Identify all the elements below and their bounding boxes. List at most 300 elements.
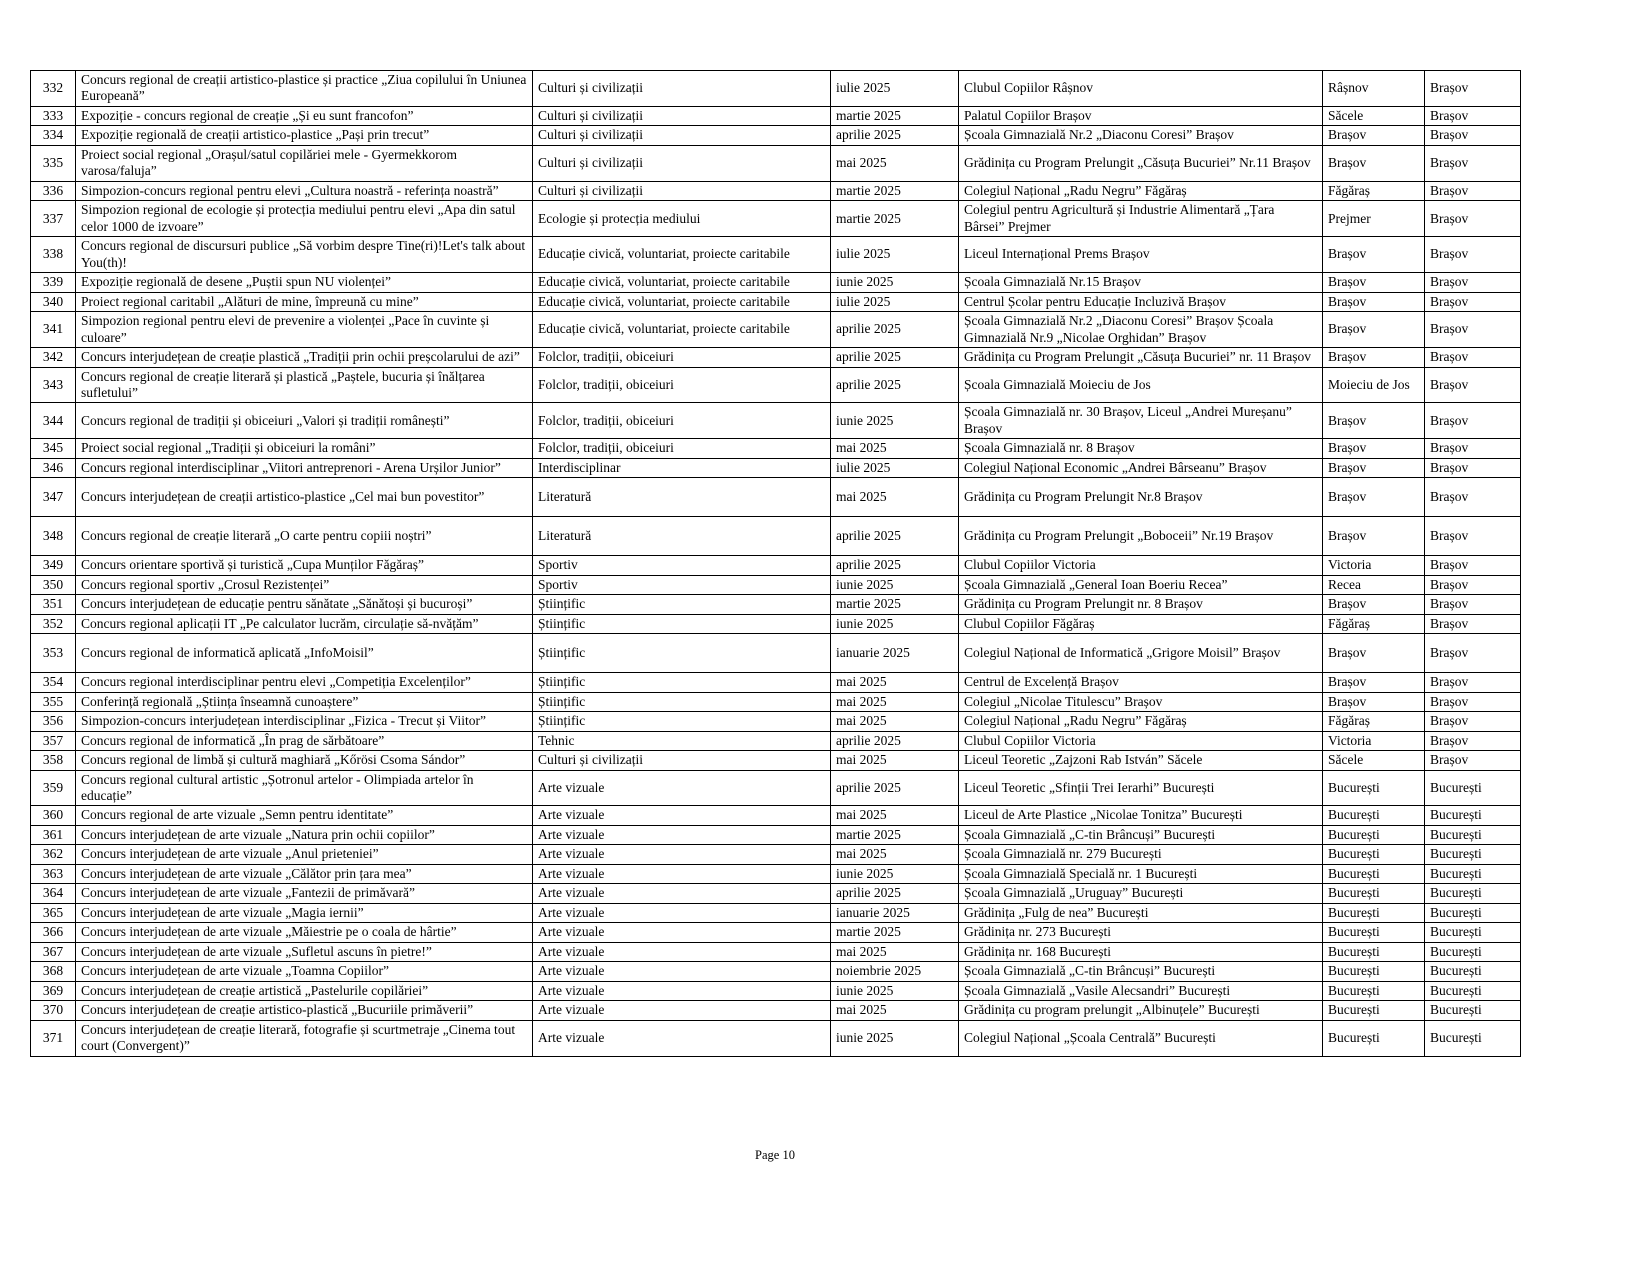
cell-name: Concurs interjudețean de educație pentru sănătate „Sănătoși și bucuroși” [76,595,533,614]
cell-nr: 362 [31,845,76,864]
cell-date: martie 2025 [831,181,959,200]
cell-domain: Culturi și civilizații [533,106,831,125]
cell-organizer: Școala Gimnazială Nr.2 „Diaconu Coresi” Brașov [959,126,1323,145]
cell-county: Brașov [1425,731,1521,750]
cell-domain: Arte vizuale [533,864,831,883]
cell-organizer: Școala Gimnazială Specială nr. 1 București [959,864,1323,883]
cell-county: București [1425,806,1521,825]
cell-county: Brașov [1425,517,1521,556]
cell-organizer: Grădinița nr. 168 București [959,942,1323,961]
cell-county: București [1425,825,1521,844]
cell-date: mai 2025 [831,806,959,825]
cell-name: Expoziție - concurs regional de creație „Și eu sunt francofon” [76,106,533,125]
table-row [31,751,1521,770]
cell-locality: București [1323,770,1425,806]
cell-name: Concurs regional cultural artistic „Șotronul artelor - Olimpiada artelor în educație” [76,770,533,806]
cell-county: Brașov [1425,237,1521,273]
cell-nr: 333 [31,106,76,125]
table-row [31,634,1521,673]
cell-date: martie 2025 [831,825,959,844]
cell-nr: 352 [31,614,76,633]
cell-nr: 346 [31,458,76,477]
cell-domain: Arte vizuale [533,942,831,961]
cell-domain: Folclor, tradiții, obiceiuri [533,403,831,439]
cell-nr: 356 [31,712,76,731]
cell-name: Concurs regional de creații artistico-plastice și practice „Ziua copilului în Uniunea Europeană” [76,71,533,107]
cell-date: martie 2025 [831,201,959,237]
cell-organizer: Liceul de Arte Plastice „Nicolae Tonitza” București [959,806,1323,825]
cell-nr: 350 [31,575,76,594]
cell-county: Brașov [1425,556,1521,575]
cell-county: Brașov [1425,181,1521,200]
cell-date: ianuarie 2025 [831,634,959,673]
cell-name: Concurs regional interdisciplinar „Viitori antreprenori - Arena Urșilor Junior” [76,458,533,477]
cell-county: Brașov [1425,106,1521,125]
table-row [31,923,1521,942]
cell-locality: Brașov [1323,126,1425,145]
cell-locality: Prejmer [1323,201,1425,237]
cell-domain: Folclor, tradiții, obiceiuri [533,367,831,403]
cell-date: iunie 2025 [831,864,959,883]
cell-nr: 342 [31,348,76,367]
cell-organizer: Școala Gimnazială „Uruguay” București [959,884,1323,903]
cell-organizer: Colegiul Național „Școala Centrală” București [959,1020,1323,1056]
cell-county: Brașov [1425,126,1521,145]
cell-name: Concurs regional de informatică „În prag de sărbătoare” [76,731,533,750]
cell-county: București [1425,845,1521,864]
table-row [31,556,1521,575]
cell-date: iunie 2025 [831,614,959,633]
cell-domain: Sportiv [533,575,831,594]
cell-name: Concurs regional de arte vizuale „Semn pentru identitate” [76,806,533,825]
cell-nr: 347 [31,478,76,517]
cell-county: Brașov [1425,201,1521,237]
cell-name: Concurs interjudețean de creație literară, fotografie și scurtmetraje „Cinema tout court (Convergent)” [76,1020,533,1056]
cell-nr: 369 [31,981,76,1000]
cell-date: aprilie 2025 [831,312,959,348]
cell-name: Proiect social regional „Tradiții și obiceiuri la români” [76,439,533,458]
cell-organizer: Școala Gimnazială Nr.15 Brașov [959,273,1323,292]
cell-locality: București [1323,903,1425,922]
cell-date: aprilie 2025 [831,517,959,556]
cell-name: Proiect social regional „Orașul/satul copilăriei mele - Gyermekkorom varosa/faluja” [76,145,533,181]
cell-organizer: Clubul Copiilor Victoria [959,556,1323,575]
cell-name: Concurs interjudețean de creații artistico-plastice „Cel mai bun povestitor” [76,478,533,517]
table-row [31,181,1521,200]
cell-nr: 366 [31,923,76,942]
cell-county: Brașov [1425,751,1521,770]
cell-nr: 344 [31,403,76,439]
table-row [31,825,1521,844]
cell-organizer: Școala Gimnazială „C-tin Brâncuși” București [959,962,1323,981]
cell-name: Concurs regional de creație literară „O carte pentru copiii noștri” [76,517,533,556]
cell-date: mai 2025 [831,751,959,770]
cell-name: Concurs orientare sportivă și turistică „Cupa Munților Făgăraș” [76,556,533,575]
cell-county: Brașov [1425,348,1521,367]
cell-domain: Științific [533,692,831,711]
cell-name: Concurs regional de limbă și cultură maghiară „Kőrösi Csoma Sándor” [76,751,533,770]
table-row [31,237,1521,273]
cell-domain: Educație civică, voluntariat, proiecte caritabile [533,237,831,273]
table-row [31,864,1521,883]
cell-nr: 341 [31,312,76,348]
cell-name: Expoziție regională de creații artistico-plastice „Pași prin trecut” [76,126,533,145]
cell-nr: 336 [31,181,76,200]
cell-organizer: Școala Gimnazială nr. 279 București [959,845,1323,864]
cell-nr: 360 [31,806,76,825]
cell-nr: 359 [31,770,76,806]
table-row [31,71,1521,107]
cell-locality: Victoria [1323,556,1425,575]
cell-date: noiembrie 2025 [831,962,959,981]
cell-date: aprilie 2025 [831,770,959,806]
cell-nr: 334 [31,126,76,145]
cell-name: Concurs interjudețean de arte vizuale „Toamna Copiilor” [76,962,533,981]
cell-organizer: Școala Gimnazială „C-tin Brâncuși” București [959,825,1323,844]
cell-date: mai 2025 [831,942,959,961]
table-row [31,517,1521,556]
cell-date: iunie 2025 [831,403,959,439]
cell-county: București [1425,962,1521,981]
cell-county: Brașov [1425,367,1521,403]
table-row [31,770,1521,806]
cell-locality: București [1323,864,1425,883]
cell-organizer: Școala Gimnazială Moieciu de Jos [959,367,1323,403]
cell-county: Brașov [1425,712,1521,731]
cell-domain: Culturi și civilizații [533,71,831,107]
cell-name: Concurs interjudețean de creație plastică „Tradiții prin ochii preșcolarului de azi” [76,348,533,367]
cell-county: Brașov [1425,478,1521,517]
cell-organizer: Grădinița „Fulg de nea” București [959,903,1323,922]
cell-nr: 332 [31,71,76,107]
cell-nr: 351 [31,595,76,614]
cell-organizer: Grădinița cu Program Prelungit „Căsuța Bucuriei” nr. 11 Brașov [959,348,1323,367]
cell-locality: Făgăraș [1323,181,1425,200]
cell-domain: Științific [533,712,831,731]
cell-domain: Arte vizuale [533,981,831,1000]
cell-domain: Științific [533,634,831,673]
cell-organizer: Liceul Internațional Prems Brașov [959,237,1323,273]
cell-organizer: Clubul Copiilor Făgăraș [959,614,1323,633]
table-row [31,712,1521,731]
cell-domain: Literatură [533,478,831,517]
competitions-table-body [31,71,1521,1057]
cell-nr: 355 [31,692,76,711]
cell-county: Brașov [1425,692,1521,711]
cell-domain: Arte vizuale [533,884,831,903]
cell-date: mai 2025 [831,145,959,181]
cell-locality: Făgăraș [1323,712,1425,731]
cell-nr: 340 [31,292,76,311]
cell-nr: 345 [31,439,76,458]
cell-locality: București [1323,981,1425,1000]
cell-date: aprilie 2025 [831,556,959,575]
table-row [31,403,1521,439]
cell-locality: Săcele [1323,751,1425,770]
cell-date: mai 2025 [831,439,959,458]
cell-locality: Brașov [1323,145,1425,181]
cell-domain: Educație civică, voluntariat, proiecte caritabile [533,273,831,292]
cell-nr: 365 [31,903,76,922]
cell-date: iunie 2025 [831,273,959,292]
cell-name: Concurs regional interdisciplinar pentru elevi „Competiția Excelenților” [76,673,533,692]
cell-domain: Interdisciplinar [533,458,831,477]
cell-organizer: Colegiul pentru Agricultură și Industrie Alimentară „Țara Bârsei” Prejmer [959,201,1323,237]
cell-organizer: Grădinița cu Program Prelungit „Boboceii” Nr.19 Brașov [959,517,1323,556]
table-row [31,575,1521,594]
table-row [31,273,1521,292]
cell-locality: Brașov [1323,517,1425,556]
cell-domain: Sportiv [533,556,831,575]
table-row [31,595,1521,614]
cell-organizer: Școala Gimnazială nr. 8 Brașov [959,439,1323,458]
cell-domain: Culturi și civilizații [533,181,831,200]
table-row [31,942,1521,961]
cell-nr: 339 [31,273,76,292]
cell-nr: 361 [31,825,76,844]
cell-domain: Arte vizuale [533,1020,831,1056]
table-row [31,981,1521,1000]
cell-locality: Brașov [1323,634,1425,673]
cell-organizer: Școala Gimnazială „General Ioan Boeriu Recea” [959,575,1323,594]
cell-name: Proiect regional caritabil „Alături de mine, împreună cu mine” [76,292,533,311]
cell-county: Brașov [1425,403,1521,439]
cell-domain: Științific [533,614,831,633]
cell-name: Simpozion-concurs regional pentru elevi „Cultura noastră - referința noastră” [76,181,533,200]
cell-county: Brașov [1425,292,1521,311]
cell-domain: Tehnic [533,731,831,750]
cell-county: Brașov [1425,312,1521,348]
cell-date: iunie 2025 [831,981,959,1000]
cell-name: Concurs regional aplicații IT „Pe calculator lucrăm, circulație să-nvățăm” [76,614,533,633]
cell-locality: Moieciu de Jos [1323,367,1425,403]
table-row [31,806,1521,825]
cell-nr: 367 [31,942,76,961]
cell-name: Concurs interjudețean de arte vizuale „Sufletul ascuns în pietre!” [76,942,533,961]
cell-domain: Educație civică, voluntariat, proiecte caritabile [533,292,831,311]
cell-nr: 363 [31,864,76,883]
cell-domain: Arte vizuale [533,923,831,942]
cell-organizer: Grădinița cu program prelungit „Albinuțele” București [959,1001,1323,1020]
page-footer: Page 10 [755,1148,795,1162]
cell-county: Brașov [1425,439,1521,458]
cell-locality: Râșnov [1323,71,1425,107]
cell-county: Brașov [1425,145,1521,181]
cell-county: București [1425,770,1521,806]
table-row [31,458,1521,477]
cell-date: iulie 2025 [831,292,959,311]
cell-county: Brașov [1425,575,1521,594]
cell-nr: 364 [31,884,76,903]
cell-domain: Științific [533,673,831,692]
cell-locality: Brașov [1323,348,1425,367]
table-row [31,201,1521,237]
table-row [31,312,1521,348]
cell-name: Simpozion-concurs interjudețean interdisciplinar „Fizica - Trecut și Viitor” [76,712,533,731]
cell-nr: 348 [31,517,76,556]
cell-county: Brașov [1425,614,1521,633]
cell-domain: Arte vizuale [533,1001,831,1020]
table-row [31,962,1521,981]
cell-organizer: Centrul de Excelență Brașov [959,673,1323,692]
cell-nr: 354 [31,673,76,692]
cell-domain: Folclor, tradiții, obiceiuri [533,348,831,367]
table-row [31,903,1521,922]
cell-name: Concurs regional de tradiții și obiceiuri „Valori și tradiții românești” [76,403,533,439]
cell-nr: 371 [31,1020,76,1056]
cell-date: martie 2025 [831,923,959,942]
cell-date: ianuarie 2025 [831,903,959,922]
cell-date: mai 2025 [831,692,959,711]
cell-organizer: Școala Gimnazială Nr.2 „Diaconu Coresi” Brașov Școala Gimnazială Nr.9 „Nicolae Orghidan” Brașov [959,312,1323,348]
cell-nr: 335 [31,145,76,181]
cell-name: Expoziție regională de desene „Puștii spun NU violenței” [76,273,533,292]
cell-domain: Arte vizuale [533,825,831,844]
table-row [31,367,1521,403]
cell-county: București [1425,1020,1521,1056]
cell-date: aprilie 2025 [831,348,959,367]
cell-organizer: Colegiul Național Economic „Andrei Bârseanu” Brașov [959,458,1323,477]
competitions-table [30,70,1521,1057]
cell-name: Concurs interjudețean de arte vizuale „Anul prieteniei” [76,845,533,864]
cell-locality: Făgăraș [1323,614,1425,633]
cell-county: Brașov [1425,595,1521,614]
table-row [31,126,1521,145]
cell-name: Concurs interjudețean de creație artistică „Pastelurile copilăriei” [76,981,533,1000]
cell-name: Concurs regional de creație literară și plastică „Paștele, bucuria și înălțarea sufletului” [76,367,533,403]
cell-organizer: Colegiul „Nicolae Titulescu” Brașov [959,692,1323,711]
table-row [31,673,1521,692]
cell-date: iulie 2025 [831,71,959,107]
cell-domain: Arte vizuale [533,806,831,825]
cell-organizer: Liceul Teoretic „Zajzoni Rab István” Săcele [959,751,1323,770]
cell-county: București [1425,903,1521,922]
cell-nr: 370 [31,1001,76,1020]
cell-date: iunie 2025 [831,575,959,594]
table-row [31,292,1521,311]
cell-date: mai 2025 [831,712,959,731]
cell-domain: Științific [533,595,831,614]
cell-name: Simpozion regional pentru elevi de prevenire a violenței „Pace în cuvinte și culoare” [76,312,533,348]
cell-date: mai 2025 [831,1001,959,1020]
cell-domain: Ecologie și protecția mediului [533,201,831,237]
cell-county: București [1425,1001,1521,1020]
table-row [31,1020,1521,1056]
cell-locality: București [1323,845,1425,864]
cell-locality: București [1323,923,1425,942]
cell-domain: Educație civică, voluntariat, proiecte caritabile [533,312,831,348]
cell-name: Concurs regional de discursuri publice „Să vorbim despre Tine(ri)!Let's talk about You(th)! [76,237,533,273]
table-row [31,614,1521,633]
cell-date: martie 2025 [831,106,959,125]
cell-locality: Brașov [1323,458,1425,477]
cell-locality: București [1323,825,1425,844]
cell-nr: 358 [31,751,76,770]
cell-name: Concurs regional de informatică aplicată „InfoMoisil” [76,634,533,673]
cell-date: iunie 2025 [831,1020,959,1056]
cell-county: Brașov [1425,273,1521,292]
table-row [31,884,1521,903]
cell-county: Brașov [1425,71,1521,107]
table-row [31,106,1521,125]
cell-domain: Literatură [533,517,831,556]
cell-name: Concurs regional sportiv „Crosul Rezistenței” [76,575,533,594]
cell-date: mai 2025 [831,478,959,517]
cell-nr: 337 [31,201,76,237]
table-row [31,845,1521,864]
cell-county: Brașov [1425,458,1521,477]
cell-county: Brașov [1425,634,1521,673]
cell-organizer: Colegiul Național „Radu Negru” Făgăraș [959,712,1323,731]
cell-nr: 343 [31,367,76,403]
cell-county: București [1425,923,1521,942]
cell-locality: București [1323,1020,1425,1056]
cell-name: Concurs interjudețean de arte vizuale „Fantezii de primăvară” [76,884,533,903]
cell-domain: Culturi și civilizații [533,751,831,770]
cell-locality: Brașov [1323,673,1425,692]
cell-domain: Culturi și civilizații [533,126,831,145]
cell-date: aprilie 2025 [831,884,959,903]
cell-organizer: Colegiul Național „Radu Negru” Făgăraș [959,181,1323,200]
cell-organizer: Școala Gimnazială nr. 30 Brașov, Liceul „Andrei Mureșanu” Brașov [959,403,1323,439]
cell-name: Simpozion regional de ecologie și protecția mediului pentru elevi „Apa din satul celor 1000 de izvoare” [76,201,533,237]
cell-date: iulie 2025 [831,237,959,273]
table-row [31,1001,1521,1020]
table-row [31,348,1521,367]
cell-organizer: Grădinița cu Program Prelungit „Căsuța Bucuriei” Nr.11 Brașov [959,145,1323,181]
cell-domain: Arte vizuale [533,770,831,806]
table-row [31,692,1521,711]
cell-nr: 338 [31,237,76,273]
cell-date: iulie 2025 [831,458,959,477]
table-row [31,439,1521,458]
cell-name: Conferință regională „Știința înseamnă cunoaștere” [76,692,533,711]
table-row [31,731,1521,750]
cell-domain: Folclor, tradiții, obiceiuri [533,439,831,458]
cell-county: București [1425,864,1521,883]
cell-date: martie 2025 [831,595,959,614]
cell-name: Concurs interjudețean de arte vizuale „Magia iernii” [76,903,533,922]
cell-locality: București [1323,806,1425,825]
cell-date: aprilie 2025 [831,126,959,145]
cell-organizer: Școala Gimnazială „Vasile Alecsandri” București [959,981,1323,1000]
cell-county: Brașov [1425,673,1521,692]
cell-locality: București [1323,884,1425,903]
cell-domain: Arte vizuale [533,903,831,922]
cell-locality: Recea [1323,575,1425,594]
cell-locality: București [1323,942,1425,961]
cell-organizer: Palatul Copiilor Brașov [959,106,1323,125]
cell-organizer: Clubul Copiilor Râșnov [959,71,1323,107]
cell-domain: Culturi și civilizații [533,145,831,181]
cell-organizer: Colegiul Național de Informatică „Grigore Moisil” Brașov [959,634,1323,673]
cell-locality: București [1323,1001,1425,1020]
cell-organizer: Grădinița nr. 273 București [959,923,1323,942]
cell-locality: Săcele [1323,106,1425,125]
cell-locality: Brașov [1323,692,1425,711]
cell-domain: Arte vizuale [533,962,831,981]
table-row [31,478,1521,517]
cell-name: Concurs interjudețean de arte vizuale „Călător prin țara mea” [76,864,533,883]
cell-domain: Arte vizuale [533,845,831,864]
cell-locality: Brașov [1323,292,1425,311]
cell-locality: Brașov [1323,403,1425,439]
cell-organizer: Grădinița cu Program Prelungit Nr.8 Brașov [959,478,1323,517]
cell-nr: 357 [31,731,76,750]
cell-date: aprilie 2025 [831,367,959,403]
cell-name: Concurs interjudețean de arte vizuale „Măiestrie pe o coala de hârtie” [76,923,533,942]
cell-county: București [1425,942,1521,961]
